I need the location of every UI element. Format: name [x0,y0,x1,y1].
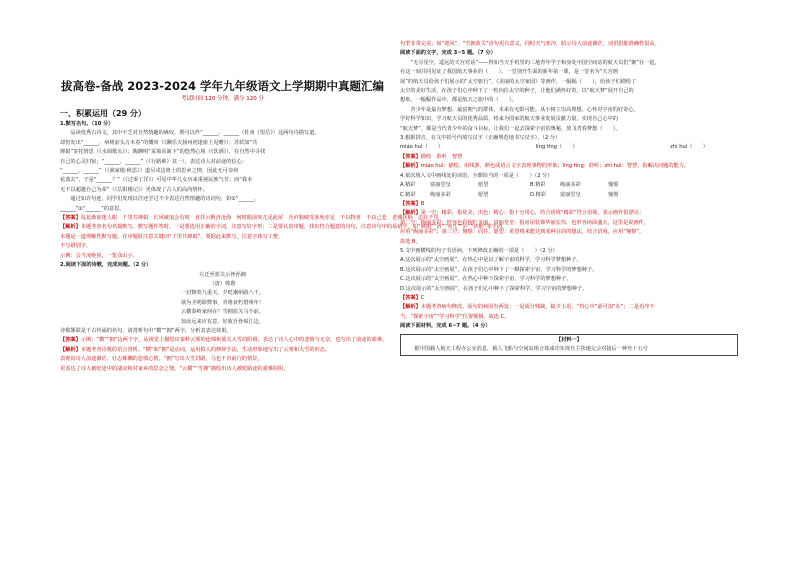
question-2-prompt: 诗歌颔联是千古传诵的名句，请赏析句中“横”“拥”两字，分析其表达效果。 [60,327,232,334]
question-5-prompt: 5.文中画横线的句子有语病，下列修改正确的一项是（ ）（2 分） [400,247,558,254]
passage-line: 在这一刻共同见证了我国航天事业的（ ）。一堂别开生面的新年第一课，是一堂名为“天宫画 [400,69,618,76]
answer-text: 描绘 聆听 智慧 [420,153,463,160]
answer-label: 【答案】 [60,337,81,344]
question-4-prompt: 4.依次填入文中画线处的词语，全都恰当的一项是（ ）（2 分） [400,172,553,179]
question-1-answer [60,214,439,223]
analysis-line: 不写错别字。 [60,243,92,250]
question-text-line: “______，______”（《渔家傲·秋思》）道尽戍边将士的思乡之情，因此无可奈何 [60,168,239,175]
question-4-answer [400,200,738,209]
question-2-heading: 2.阅读下面的诗歌，完成问题。（2 分） [60,262,152,269]
analysis-label: 【解析】 [400,210,421,217]
question-text-line: 却仍发出“______，病树前头万木春”的慨叹（《酬乐天扬州初逢席上见赠》）；苏轼如“共 [60,139,258,146]
material-text: 据中国载人航天工程办公室消息，载人飞船与空间站组合体成功实现自主快速交会对接后一神舟十五号 [404,346,648,352]
passage-line: 学好科学知识，学习航天员的优秀品质，将来为国家的航天事业发展贡献力量，实现自己心中的 [400,116,618,123]
poem-line: 欲为圣明除弊事，肯将衰朽惜残年！ [180,299,264,306]
option-cell: 绚丽多彩 [430,191,451,198]
continued-analysis: 句型非常完美；如“迎风”，“雪拥蓝关”语句更有意义，同时天气寒冷，暗示诗人前途渺茫，词语搭配准确性很高。 [400,41,660,47]
analysis-label: 【解析】 [60,224,81,231]
analysis-label: 【解析】 [400,304,421,311]
question-2-answer [60,336,388,345]
analysis-line: 示例：会当凌绝顶，一览众山小。 [60,252,138,259]
question-text-line: 花落去”，于是“______？”（《过零丁洋》）可见中华儿女历来重视民族气节；而“我本 [60,177,253,184]
answer-label: 【答案】 [400,200,421,207]
pinyin-item: zhì huì（ ） [670,144,708,151]
option-cell: 愿望 [478,182,489,189]
passage-line: 太空的美好生活，在孩子们心中种下了一粒向往太空的种子，让他们满怀好奇，以“航天梦”展开自己的 [400,88,634,95]
question-text-line: 品读优秀古诗文，其中不乏对自然情趣的咏叹，既可以作“______，______（杜甫《望岳》）这两句诗描写道， [60,130,320,137]
option-row [400,191,738,200]
reading-passage [400,59,738,134]
option-cell: D.精彩 [530,191,547,198]
poem-title: 左迁至蓝关示侄孙湘 [199,271,246,278]
pinyin-item: líng tīng（ ） [535,144,578,151]
analysis-label: 【解析】 [400,163,421,170]
question-3-heading: 阅读下面的文字，完成 3~5 题。（7 分） [400,50,496,57]
option: A.这次展示的“太空画展”，在热心中是以了解宇宙的科学，学习科学梦想种子。 [400,257,582,264]
analysis-line: 本题考查诗歌的语言赏析。“横”和“拥”是动词，运用拟人的修辞手法，生动形象地写出了云雾和大雪的形态， [80,346,331,353]
option-cell: 富丽堂皇 [560,191,581,198]
passage-line: 展”的航天员给孩子们展示的“太空旅行”，《美丽的太空家园》等画作，一幅幅（ ），给孩子们描绘了 [400,78,637,85]
analysis-line: 表现出诗人前途渺茫、壮志难酬的悲愤心情，“拥”写出大雪封路，马也不肯前行的情景， [60,356,263,363]
poem-line: 知汝远来应有意，好收吾骨瘴江边。 [180,318,264,325]
answer-label: 【答案】 [400,153,421,160]
question-5-answer [400,294,738,303]
material-box [400,334,738,357]
option: C.这次展示的“太空画展”，在热心中种下探索宇宙、学习科学的梦想种子。 [400,276,572,283]
answer-text: B [420,200,425,207]
option-cell: 绚丽多彩 [560,182,581,189]
question-3-answer [400,153,738,162]
answer-label: 【答案】 [400,294,421,301]
option-cell: 愿望 [478,191,489,198]
analysis-line: 应用“绚丽多彩”；第三空：憧憬：向往，愿望：希望将来能达到某种目的的想法，结合语境，应用“憧憬”。 [400,229,645,236]
passage-line: “航天梦”，都是当代青少年的奋斗目标，让我们一起去探索宇宙的奥秘，放飞青春梦想（ ）。 [400,125,621,132]
poem-line: 一封朝奏九重天，夕贬潮州路八千。 [180,290,264,297]
analysis-line: 第二空：绚丽多彩：形容色彩绚烂美丽，富丽堂皇：指房屋装饰华丽宏伟，也形容场面盛大，这里是说画作， [400,219,650,226]
option-cell: B.精彩 [530,182,546,189]
question-2-analysis [60,346,385,374]
analysis-line: 本题考查名句名篇默写。默写题作答时，一是要选用正确的字词，注意写好字形；二是要认真审题，找出符合题意的诗句，注意诗句中的易错字，如“婵娟”“济”“突兀”“庐”“伏枥”等字词。 [80,224,508,231]
option-row [400,181,738,190]
question-5-analysis [400,303,738,322]
question-1-heading: 1.默写名句。（10 分） [60,121,114,127]
option-cell: A.精彩 [400,182,416,189]
page-title: 拔高卷-备战 2023-2024 学年九年级语文上学期期中真题汇编 [60,79,385,93]
passage-line: “无尽星空，遥远的天宫对话”——得知当天手机里的三地青年学子和身处中国空间站的航天员们“聚”在一起， [400,59,660,66]
pinyin-item: miáo huì（ ） [400,144,444,151]
answer-text: 示例：“横”“拥”这两个字，从视觉上描绘出秦岭云雾的连绵和蓝关大雪的阻碍，表达了诗人心中的悲愤与无奈，也写出了前途的艰难。 [80,337,388,344]
option-cell: C.精彩 [400,191,416,198]
exam-info: 考试时间 120 分钟，满分 120 分 [181,96,264,102]
option-cell: 憧憬 [608,182,619,189]
option-cell: 富丽堂皇 [430,182,451,189]
question-text-line: ______”②“______”的意思。 [60,205,125,212]
analysis-line: 更表达了诗人被贬途中的凄凉和对家乡的思念之情。“云横”“雪拥”描绘出诗人被贬路途的艰难险阻。 [60,365,289,372]
poem-author: （唐）韩愈 [209,280,236,287]
question-4-options [400,181,738,200]
question-1-text [60,129,385,214]
question-3-analysis [400,162,738,171]
question-text-line: 自己的心灵归宿；“______，______”（《行路难》其一），表达诗人对前途的信心； [60,158,247,165]
analysis-line: 当，“探索宇宙”“学习科学”位置颠倒。故选 C。 [400,313,510,320]
passage-line: 想象，一幅幅作品中，都是航天之旅中的（ ）。 [400,97,517,104]
pinyin-row [400,143,738,152]
question-3-prompt: 3.根据拼音，在文中括号内填写汉字（正确规范地书写汉字）。（2 分） [400,135,561,142]
section-heading: 一、积累运用（29 分） [60,109,146,118]
option: D.这次展示的“太空画展”，在孩子们心中种下了探索科学、学习宇宙的梦想种子。 [400,285,588,292]
question-6-heading: 阅读下面材料，完成 6~7 题。（4 分） [400,323,491,330]
material-title: 【材料一】 [556,336,582,343]
poem-line: 云横秦岭家何在？雪拥蓝关马不前。 [180,309,264,316]
passage-line: 青少年是最有梦想、最富朝气的群体，未来有无限可能。从小树立崇高理想，心怀对宇宙的好奇心， [400,106,639,113]
answer-text: C [420,294,425,301]
answer-label: 【答案】 [60,215,81,222]
answer-text: 乱花渐欲迷人眼 千里共婵娟 长风破浪会有时 直挂云帆济沧海 何时眼前突兀见此屋 吾庐独破受冻死亦足 不以物喜 不以己悲 老骥伏枥 志在千里 [80,215,439,222]
question-text-line: 无不以超越自己为荣”（《岳阳楼记》）更体现了古人的高尚情怀。 [60,186,208,193]
analysis-label: 【解析】 [60,346,81,353]
analysis-line: 本题考查病句修改。原句的病因有两处：一是成分残缺，缺少主语，“热心中”前可加“在”；二是语序不 [420,304,655,311]
right-column [400,40,738,356]
analysis-line: 第一空：精彩，指优美，出色；精心：指十分用心，结合语境“精彩”符合语境，表示画作很漂亮； [420,210,645,217]
analysis-text: miáo huì：描绘，用线条、颜色或语言文字表现事物的形象；líng tīng：聆听；zhì huì：智慧，指解决问题的能力。 [420,163,690,170]
option: B.这次展示的“太空画展”，在孩子们心中种下了一颗探索宇宙、学习科学的梦想种子。 [400,266,598,273]
option-cell: 憧憬 [608,191,619,198]
question-text-line: 通过如许句连，同学们发现以往还学过不少表达自然情趣的诗词句，如①“______， [60,196,260,203]
analysis-line: 本题是一道理解性默写题，在审题时注意关键词“千里共婵娟”，要据此来默写，注意字体写工整， [60,233,284,240]
question-text-line: 婵娟”寄托情思（《水调歌头》）；陶渊明“采菊东篱下”的悠然心境（《饮酒》），在自然中寻找 [60,149,266,156]
question-4-analysis [400,209,738,247]
analysis-line: 故选 B。 [400,238,421,245]
